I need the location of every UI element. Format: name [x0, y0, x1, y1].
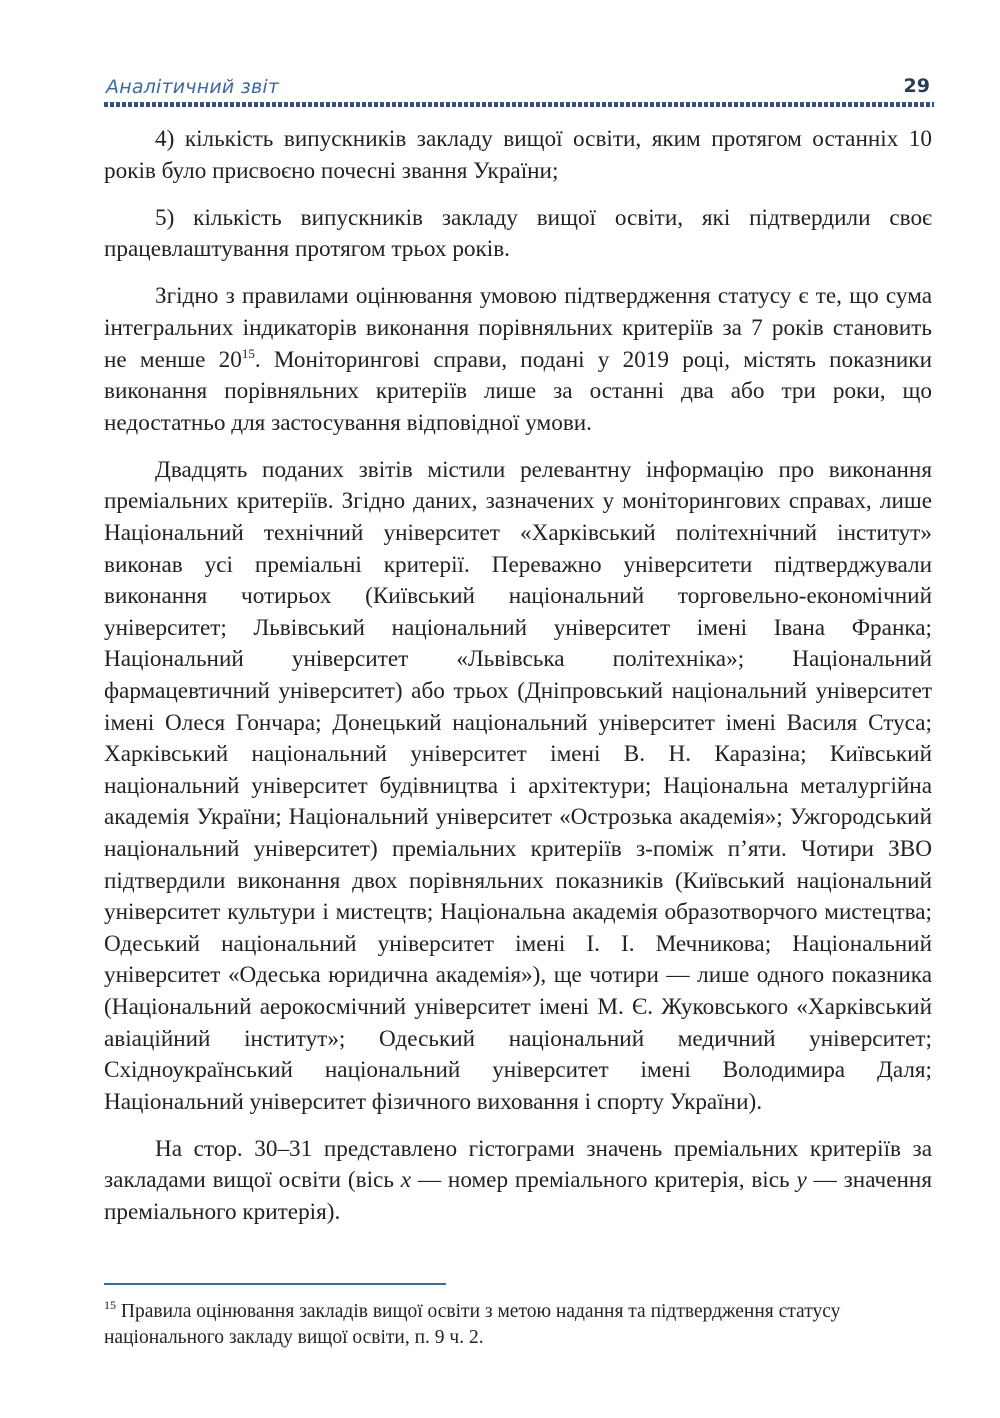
running-header-title: Аналітичний звіт — [106, 76, 280, 98]
header-dotted-rule — [104, 102, 934, 107]
paragraph-premium-criteria: Двадцять поданих звітів містили релевантну інформацію про виконання преміальних критеріїв. Згідно даних, зазначених у моніторингових справах, лише Національний технічний університет «Харківський політехнічний інститут» виконав усі преміальні критерії. Переважно університети підтверджували виконання чотирьох (Київський національний торговельно-економічний університет; Львівський національний університет імені Івана Франка; Національний університет «Львівська політехніка»; Національний фармацевтичний університет) або трьох (Дніпровський національний університет імені Олеся Гончара; Донецький національний університет імені Василя Стуса; Харківський національний університет імені В. Н. Каразіна; Київський національний університет будівництва і архітектури; Національна металургійна академія України; Національний університет «Острозька академія»; Ужгородський національний університет) преміальних критеріїв з-поміж п’яти. Чотири ЗВО підтвердили виконання двох порівняльних показників (Київський національний університет культури і мистецтв; Національна академія образотворчого мистецтва; Одеський національний університет імені І. І. Мечникова; Національний університет «Одеська юридична академія»), ще чотири — лише одного показника (Національний аерокосмічний університет імені М. Є. Жуковського «Харківський авіаційний інститут»; Одеський національний медичний університет; Східноукраїнський національний університет імені Володимира Даля; Національний університет фізичного виховання і спорту України). — [104, 456, 932, 1115]
paragraph-histograms — [104, 1134, 932, 1229]
footnote — [104, 1299, 932, 1351]
footnote-text: Правила оцінювання закладів вищої освіти з метою надання та підтвердження статусу національного закладу вищої освіти, п. 9 ч. 2. — [104, 1301, 841, 1348]
list-item-5: 5) кількість випускників закладу вищої освіти, які підтвердили своє працевлаштування протягом трьох років. — [104, 204, 932, 263]
paragraph-text: — значення преміального критерія). — [104, 1167, 932, 1225]
footnote-separator — [104, 1283, 446, 1285]
list-item-4: 4) кількість випускників закладу вищої освіти, яким протягом останніх 10 років було присвоєно почесні звання України; — [104, 126, 932, 184]
body-text — [104, 124, 932, 1244]
footnote-reference[interactable]: 15 — [241, 345, 255, 361]
paragraph-text: Згідно з правилами оцінювання умовою підтвердження статусу є те, що сума інтегральних індикаторів виконання порівняльних критеріїв за 7 років становить не менше 20 — [104, 283, 932, 373]
footnote-number: 15 — [104, 1298, 116, 1312]
paragraph-text: На стор. 30–31 представлено гістограми значень преміальних критеріїв за закладами вищої освіти (вісь — [104, 1135, 932, 1194]
page-number: 29 — [903, 75, 930, 97]
axis-x-symbol: x — [400, 1167, 412, 1194]
paragraph-text: . Моніторингові справи, подані у 2019 році, містять показники виконання порівняльних критеріїв лише за останні два або три роки, що недостатньо для застосування відповідної умови. — [104, 346, 932, 436]
paragraph-status-condition — [104, 281, 932, 439]
axis-y-symbol: y — [796, 1167, 807, 1194]
paragraph-text: — номер преміального критерія, вісь — [411, 1167, 797, 1194]
